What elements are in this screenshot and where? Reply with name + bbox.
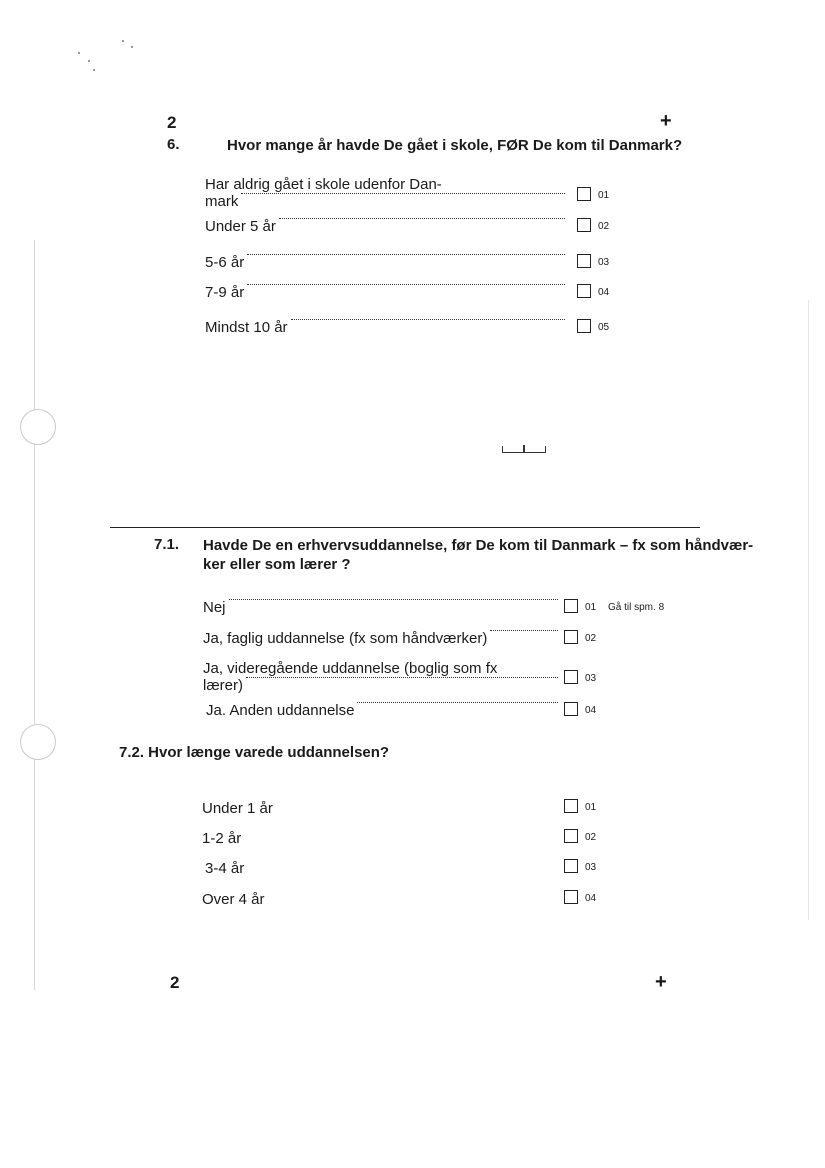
q6-option-1-label-line2: mark: [205, 193, 239, 210]
question-7-1-text-line2: ker eller som lærer ?: [203, 556, 351, 573]
q7-1-checkbox-03[interactable]: [564, 670, 578, 684]
q7-2-option-4-label: Over 4 år: [202, 891, 265, 908]
q6-option-3-label: 5-6 år: [205, 254, 245, 271]
q6-option-4: [205, 284, 565, 301]
q6-checkbox-04[interactable]: [577, 284, 591, 298]
q7-2-code-04: 04: [585, 893, 597, 904]
q7-1-code-03: 03: [585, 673, 597, 684]
q6-checkbox-05[interactable]: [577, 319, 591, 333]
question-6-number: 6.: [167, 136, 180, 153]
scan-speck: [131, 46, 133, 48]
page-number-top: 2: [167, 113, 177, 132]
scan-speck: [93, 69, 95, 71]
q6-code-03: 03: [598, 257, 610, 268]
q7-1-option-4-label: Ja. Anden uddannelse: [206, 702, 355, 719]
registration-plus-bottom: +: [655, 971, 667, 993]
q6-code-04: 04: [598, 287, 610, 298]
q7-2-code-03: 03: [585, 862, 597, 873]
q7-1-option-3: [203, 660, 558, 694]
right-margin-line: [808, 300, 809, 920]
section-divider: [110, 527, 700, 528]
q6-checkbox-03[interactable]: [577, 254, 591, 268]
q7-1-option-1-label: Nej: [203, 599, 226, 616]
q7-1-checkbox-01[interactable]: [564, 599, 578, 613]
q6-option-5: [205, 319, 565, 336]
left-margin-line: [34, 240, 35, 990]
q7-1-code-01: 01: [585, 602, 597, 613]
punch-hole-lower: [20, 724, 56, 760]
question-7-1-text: [203, 536, 793, 574]
q6-checkbox-01[interactable]: [577, 187, 591, 201]
q7-2-option-2-label: 1-2 år: [202, 830, 242, 847]
q7-1-option-4: [206, 702, 558, 719]
q7-2-code-02: 02: [585, 832, 597, 843]
scan-speck: [88, 60, 90, 62]
q7-1-option-1: [203, 599, 558, 616]
punch-hole-upper: [20, 409, 56, 445]
q6-code-05: 05: [598, 322, 610, 333]
q6-option-2-label: Under 5 år: [205, 218, 276, 235]
page-number-bottom: 2: [170, 973, 180, 992]
q7-2-checkbox-04[interactable]: [564, 890, 578, 904]
scan-speck: [78, 52, 80, 54]
q6-code-02: 02: [598, 221, 610, 232]
q7-2-checkbox-01[interactable]: [564, 799, 578, 813]
q7-1-checkbox-04[interactable]: [564, 702, 578, 716]
q7-1-checkbox-02[interactable]: [564, 630, 578, 644]
q6-option-1-label-line1: Har aldrig gået i skole udenfor Dan-: [205, 176, 442, 193]
q7-1-option-2: [203, 630, 558, 647]
q6-option-5-label: Mindst 10 år: [205, 319, 288, 336]
q6-option-4-label: 7-9 år: [205, 284, 245, 301]
registration-plus-top: +: [660, 110, 672, 132]
q7-2-option-1-label: Under 1 år: [202, 800, 273, 817]
q7-1-code-04: 04: [585, 705, 597, 716]
question-7-1-text-line1: Havde De en erhvervsuddannelse, før De kom til Danmark – fx som håndvær-: [203, 537, 754, 554]
q7-2-checkbox-02[interactable]: [564, 829, 578, 843]
scan-speck: [122, 40, 124, 42]
q7-1-option-3-label-line1: Ja, videregående uddannelse (boglig som fx: [203, 660, 498, 677]
q7-1-option-3-label-line2: lærer): [203, 677, 243, 694]
question-7-2-text: 7.2. Hvor længe varede uddannelsen?: [119, 744, 390, 761]
q7-2-option-3-label: 3-4 år: [205, 860, 245, 877]
q6-checkbox-02[interactable]: [577, 218, 591, 232]
q7-1-code-02: 02: [585, 633, 597, 644]
question-6-text: Hvor mange år havde De gået i skole, FØR De kom til Danmark?: [227, 137, 683, 154]
q6-option-1: [205, 176, 565, 210]
q7-1-skip-instruction: Gå til spm. 8: [608, 602, 665, 613]
q6-option-3: [205, 254, 565, 271]
q7-2-code-01: 01: [585, 802, 597, 813]
q6-option-2: [205, 218, 565, 235]
q7-2-checkbox-03[interactable]: [564, 859, 578, 873]
q6-code-01: 01: [598, 190, 610, 201]
q7-1-option-2-label: Ja, faglig uddannelse (fx som håndværker): [203, 630, 488, 647]
question-7-1-number: 7.1.: [154, 536, 180, 553]
coding-field-mark: [502, 446, 546, 453]
